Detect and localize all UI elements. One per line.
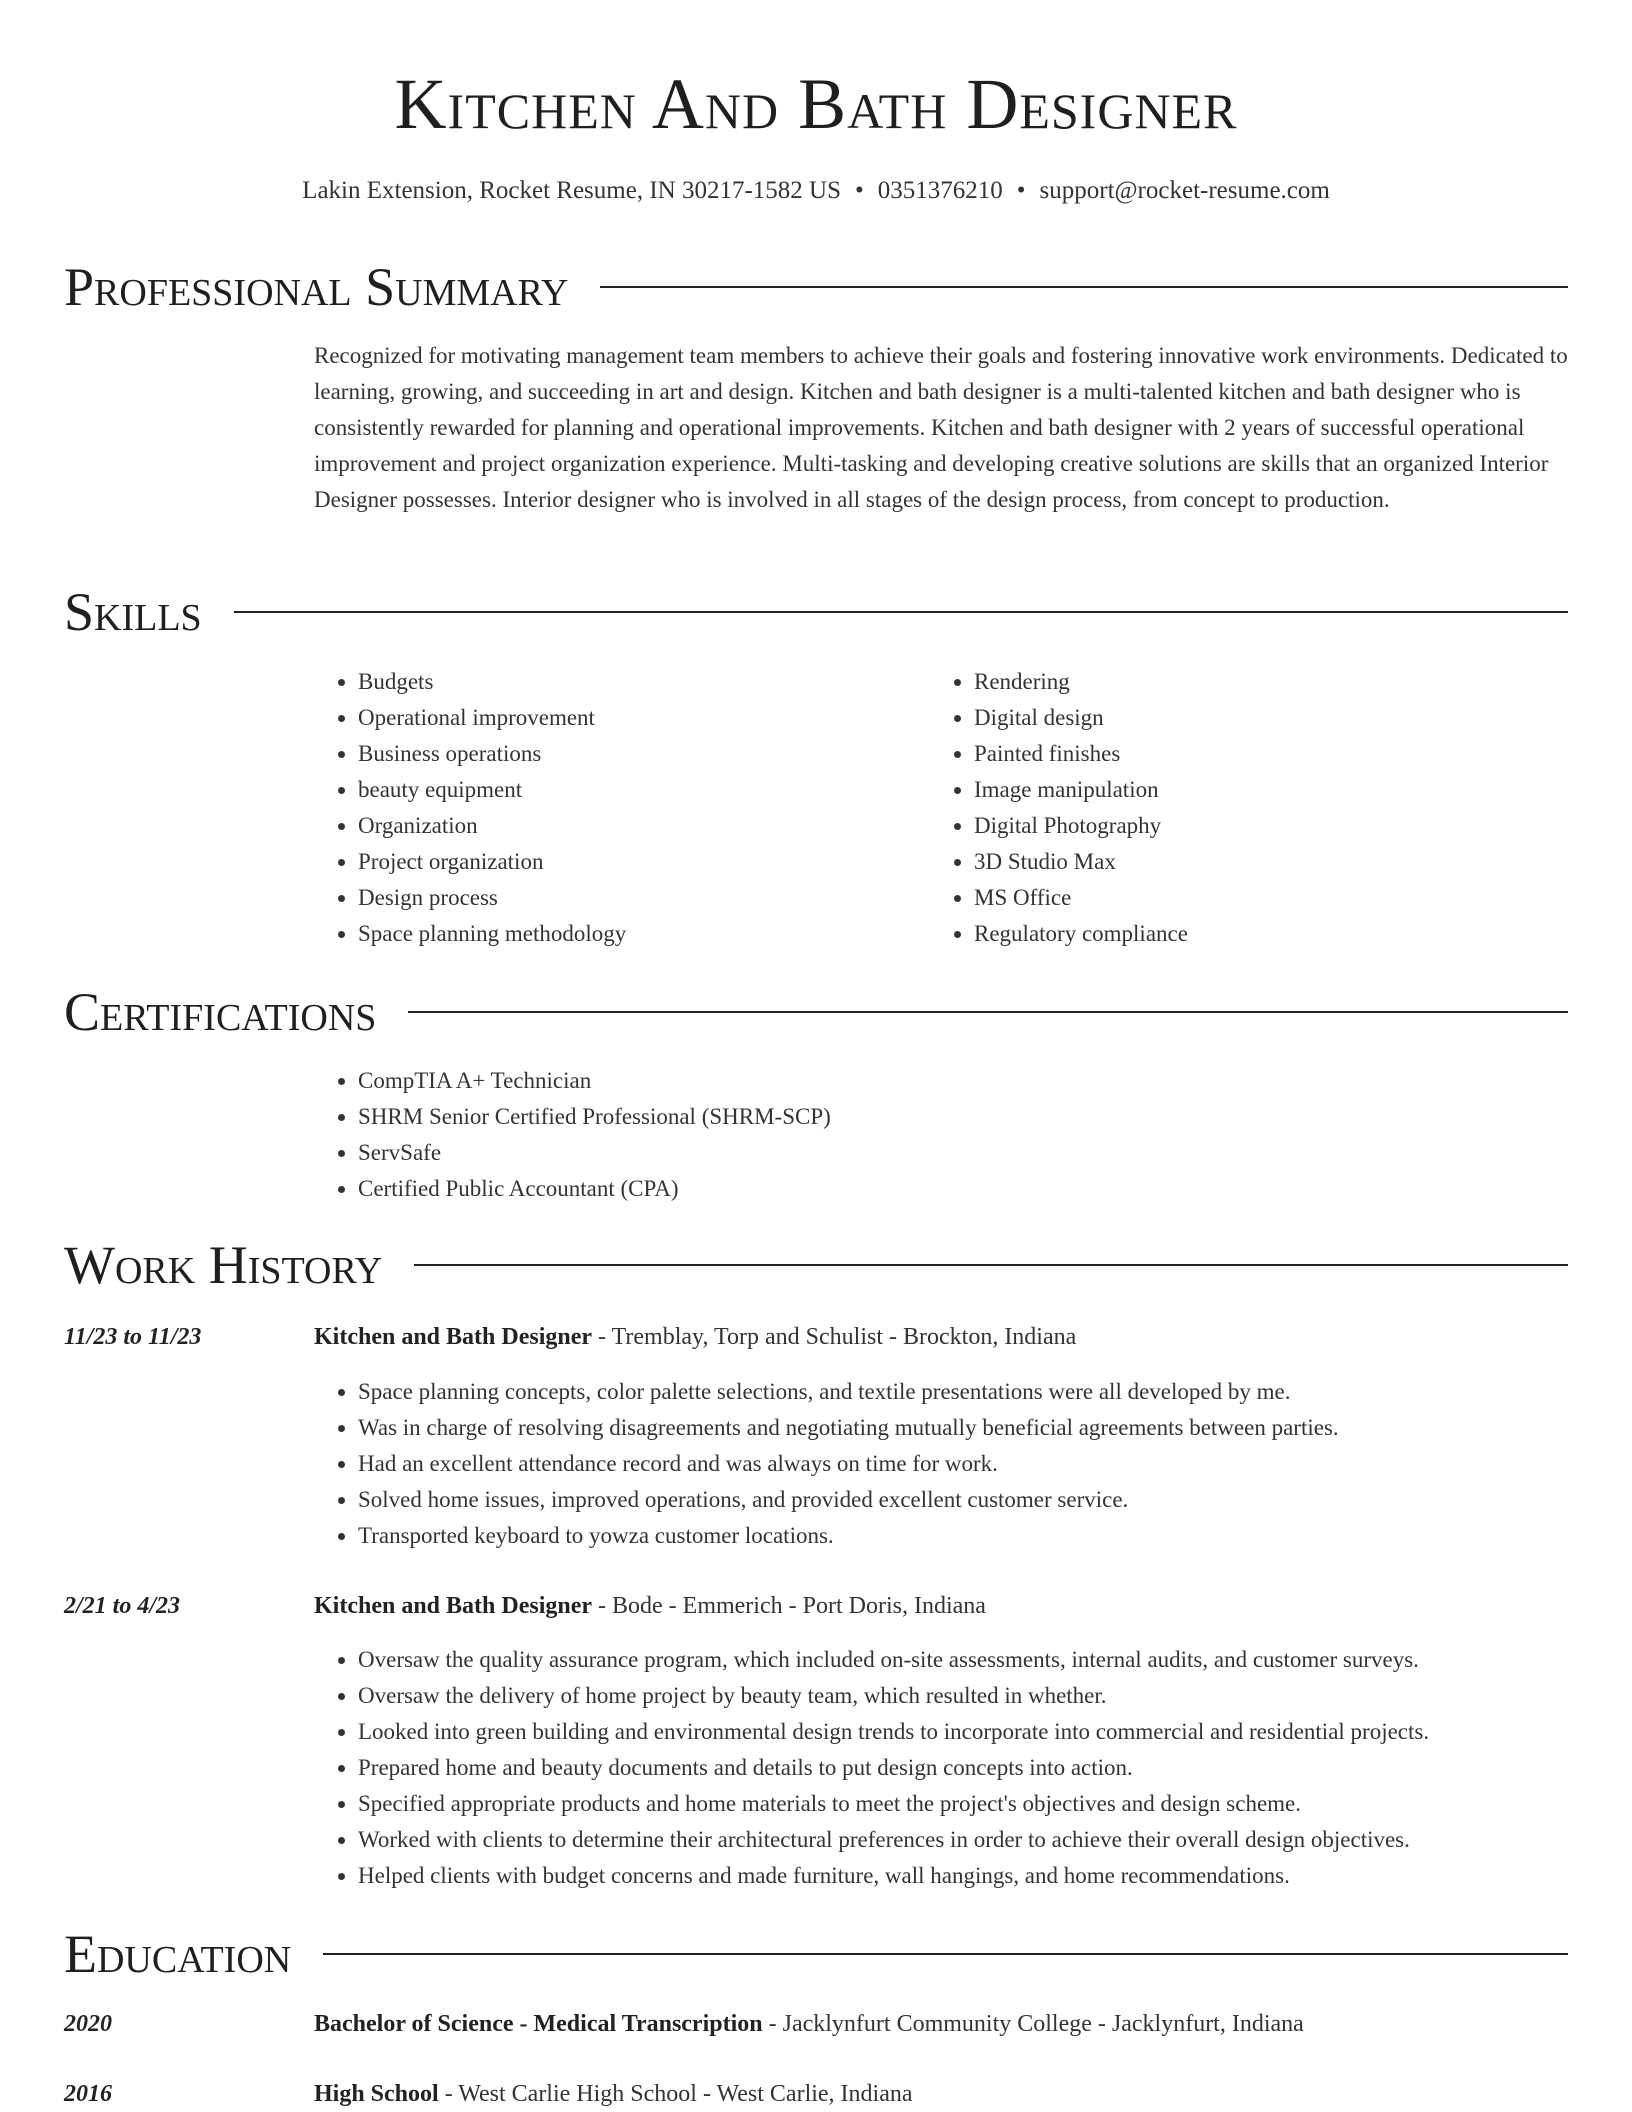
section-header-certifications	[64, 981, 1568, 1043]
job-bullet: • Was in charge of resolving disagreements and negotiating mutually beneficial agreements between parties.	[358, 1410, 1568, 1446]
skill-item: • Budgets	[358, 664, 914, 700]
phone: 0351376210	[877, 177, 1003, 204]
job-bullets	[314, 1642, 1568, 1894]
skill-item: • Space planning methodology	[358, 916, 914, 952]
skill-item: • Image manipulation	[974, 772, 1530, 808]
section-divider	[408, 1011, 1568, 1013]
separator: •	[1016, 177, 1026, 204]
skill-item: • Project organization	[358, 844, 914, 880]
job-bullet: • Specified appropriate products and home materials to meet the project's objectives and design scheme.	[358, 1786, 1568, 1822]
job-bullet: • Had an excellent attendance record and was always on time for work.	[358, 1446, 1568, 1482]
job-role: Kitchen and Bath Designer	[314, 1593, 593, 1619]
section-divider	[234, 611, 1568, 613]
section-title: Work History	[64, 1235, 383, 1295]
education-degree: Bachelor of Science - Medical Transcription	[314, 2011, 763, 2037]
separator: •	[855, 177, 864, 204]
skill-item: • Regulatory compliance	[974, 916, 1530, 952]
email: support@rocket-resume.com	[1039, 177, 1330, 204]
job-bullet: • Solved home issues, improved operations, and provided excellent customer service.	[358, 1482, 1568, 1518]
job-bullet: • Worked with clients to determine their architectural preferences in order to achieve their overall design objectives.	[358, 1822, 1568, 1858]
job-dates: 2/21 to 4/23	[64, 1593, 181, 1619]
section-header-education	[64, 1923, 1568, 1985]
education-year: 2016	[64, 2081, 112, 2107]
section-title: Education	[64, 1924, 292, 1984]
education-year: 2020	[64, 2011, 112, 2037]
education-heading	[314, 2006, 1568, 2042]
job-company: - Bode - Emmerich - Port Doris, Indiana	[592, 1593, 986, 1619]
job-bullet: • Prepared home and beauty documents and details to put design concepts into action.	[358, 1750, 1568, 1786]
education-heading	[314, 2076, 1568, 2112]
skills-list-left	[314, 664, 914, 952]
skills-list-right	[930, 664, 1530, 952]
education-school: - Jacklynfurt Community College - Jacklynfurt, Indiana	[762, 2011, 1304, 2037]
skill-item: • 3D Studio Max	[974, 844, 1530, 880]
summary-block	[314, 338, 1568, 518]
certification-item: • ServSafe	[358, 1135, 1568, 1171]
summary-text: Recognized for motivating management team members to achieve their goals and fostering innovative work environments. Dedicated to learning, growing, and succeeding in art and design. Kitchen and bath designer is a multi-talented kitchen and bath designer who is consistently rewarded for planning and operational improvements. Kitchen and bath designer with 2 years of successful operational improvement and project organization experience. Multi-tasking and developing creative solutions are skills that an organized Interior Designer possesses. Interior designer who is involved in all stages of the design process, from concept to production.	[314, 343, 1568, 512]
job-bullet: • Transported keyboard to yowza customer locations.	[358, 1518, 1568, 1554]
education-degree: High School	[314, 2081, 439, 2107]
job-dates: 11/23 to 11/23	[64, 1324, 202, 1350]
address: Lakin Extension, Rocket Resume, IN 30217-1582 US	[302, 177, 841, 204]
skill-item: • Painted finishes	[974, 736, 1530, 772]
section-divider	[600, 286, 1568, 288]
certification-item: • Certified Public Accountant (CPA)	[358, 1171, 1568, 1207]
skill-item: • Digital Photography	[974, 808, 1530, 844]
job-heading	[314, 1588, 1568, 1624]
skill-item: • Business operations	[358, 736, 914, 772]
skill-item: • Digital design	[974, 700, 1530, 736]
section-header-work	[64, 1234, 1568, 1296]
skill-item: • beauty equipment	[358, 772, 914, 808]
skill-item: • Operational improvement	[358, 700, 914, 736]
education-school: - West Carlie High School - West Carlie, Indiana	[438, 2081, 913, 2107]
candidate-name: Kitchen And Bath Designer	[394, 64, 1238, 144]
skill-item: • MS Office	[974, 880, 1530, 916]
contact-line	[0, 176, 1632, 206]
job-role: Kitchen and Bath Designer	[314, 1324, 593, 1350]
skill-item: • Organization	[358, 808, 914, 844]
skill-item: • Rendering	[974, 664, 1530, 700]
section-header-summary	[64, 256, 1568, 318]
job-bullet: • Space planning concepts, color palette selections, and textile presentations were all developed by me.	[358, 1374, 1568, 1410]
section-divider	[323, 1953, 1568, 1955]
section-title: Professional Summary	[64, 257, 569, 317]
skill-item: • Design process	[358, 880, 914, 916]
job-company: - Tremblay, Torp and Schulist - Brockton, Indiana	[592, 1324, 1077, 1350]
certifications-block	[314, 1063, 1568, 1207]
job-bullet: • Oversaw the quality assurance program, which included on-site assessments, internal audits, and customer surveys.	[358, 1642, 1568, 1678]
job-bullet: • Helped clients with budget concerns and made furniture, wall hangings, and home recommendations.	[358, 1858, 1568, 1894]
certification-item: • SHRM Senior Certified Professional (SHRM-SCP)	[358, 1099, 1568, 1135]
section-title: Certifications	[64, 982, 377, 1042]
job-heading	[314, 1319, 1568, 1355]
section-header-skills	[64, 581, 1568, 643]
job-bullet: • Looked into green building and environmental design trends to incorporate into commercial and residential projects.	[358, 1714, 1568, 1750]
section-divider	[414, 1264, 1568, 1266]
certification-item: • CompTIA A+ Technician	[358, 1063, 1568, 1099]
job-bullets	[314, 1374, 1568, 1554]
job-bullet: • Oversaw the delivery of home project by beauty team, which resulted in whether.	[358, 1678, 1568, 1714]
section-title: Skills	[64, 582, 202, 642]
